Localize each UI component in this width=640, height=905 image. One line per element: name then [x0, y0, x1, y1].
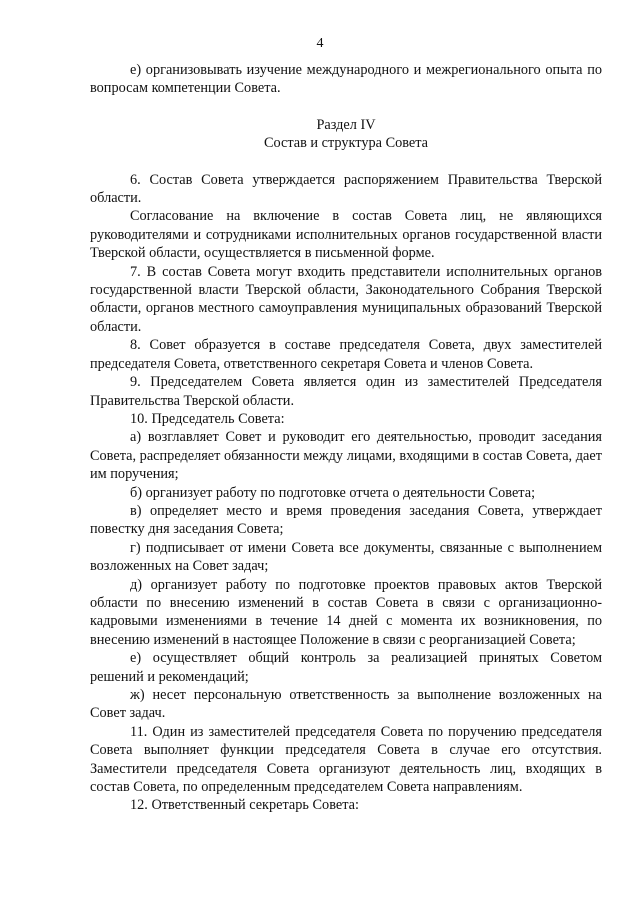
document-body: [90, 61, 602, 815]
paragraph: 8. Совет образуется в составе председателя Совета, двух заместителей председателя Совета, ответственного секретаря Совета и членов Совета.: [90, 337, 602, 372]
paragraph: 11. Один из заместителей председателя Совета по поручению председателя Совета выполняет функции председателя Совета в случае его отсутствия. Заместители председателя Совета организуют деятельность лиц, входящих в состав Совета, по определенным председателем Совета направлениям.: [90, 723, 602, 796]
list-item: е) осуществляет общий контроль за реализацией принятых Советом решений и рекомендаций;: [90, 650, 602, 685]
list-item: б) организует работу по подготовке отчета о деятельности Совета;: [130, 484, 536, 501]
list-item: в) определяет место и время проведения заседания Совета, утверждает повестку дня заседания Совета;: [90, 502, 602, 538]
list-item: ж) несет персональную ответственность за выполнение возложенных на Совет задач.: [90, 687, 602, 722]
section-heading: [90, 116, 602, 153]
paragraph: 10. Председатель Совета:: [130, 410, 285, 427]
list-item: д) организует работу по подготовке проектов правовых актов Тверской области по внесению изменений в состав Совета в связи с организационно-кадровыми изменениями в течение 14 дней с момента их возникновения, по внесению изменений в настоящее Положение в связи с реорганизацией Совета;: [90, 576, 602, 648]
section-subtitle: Состав и структура Совета: [263, 135, 429, 152]
section-title: Раздел IV: [316, 116, 376, 133]
list-item: г) подписывает от имени Совета все документы, связанные с выполнением возложенных на Совет задач;: [90, 539, 602, 575]
paragraph: 6. Состав Совета утверждается распоряжением Правительства Тверской области.: [90, 171, 602, 207]
page-number: 4: [316, 36, 324, 51]
paragraph: Согласование на включение в состав Совета лиц, не являющихся руководителями и сотрудниками исполнительных органов государственной власти Тверской области, осуществляется в письменной форме.: [90, 208, 602, 262]
list-item: а) возглавляет Совет и руководит его деятельностью, проводит заседания Совета, распределяет обязанности между лицами, входящими в состав Совета, дает им поручения;: [90, 429, 602, 483]
paragraph: 7. В состав Совета могут входить представители исполнительных органов государственной власти Тверской области, Законодательного Собрания Тверской области, органов местного самоуправления муниципальных образований Тверской области.: [90, 263, 602, 335]
paragraph: 9. Председателем Совета является один из заместителей Председателя Правительства Тверской области.: [90, 374, 602, 409]
paragraph: е) организовывать изучение международного и межрегионального опыта по вопросам компетенции Совета.: [90, 62, 602, 97]
paragraph: 12. Ответственный секретарь Совета:: [130, 797, 359, 814]
